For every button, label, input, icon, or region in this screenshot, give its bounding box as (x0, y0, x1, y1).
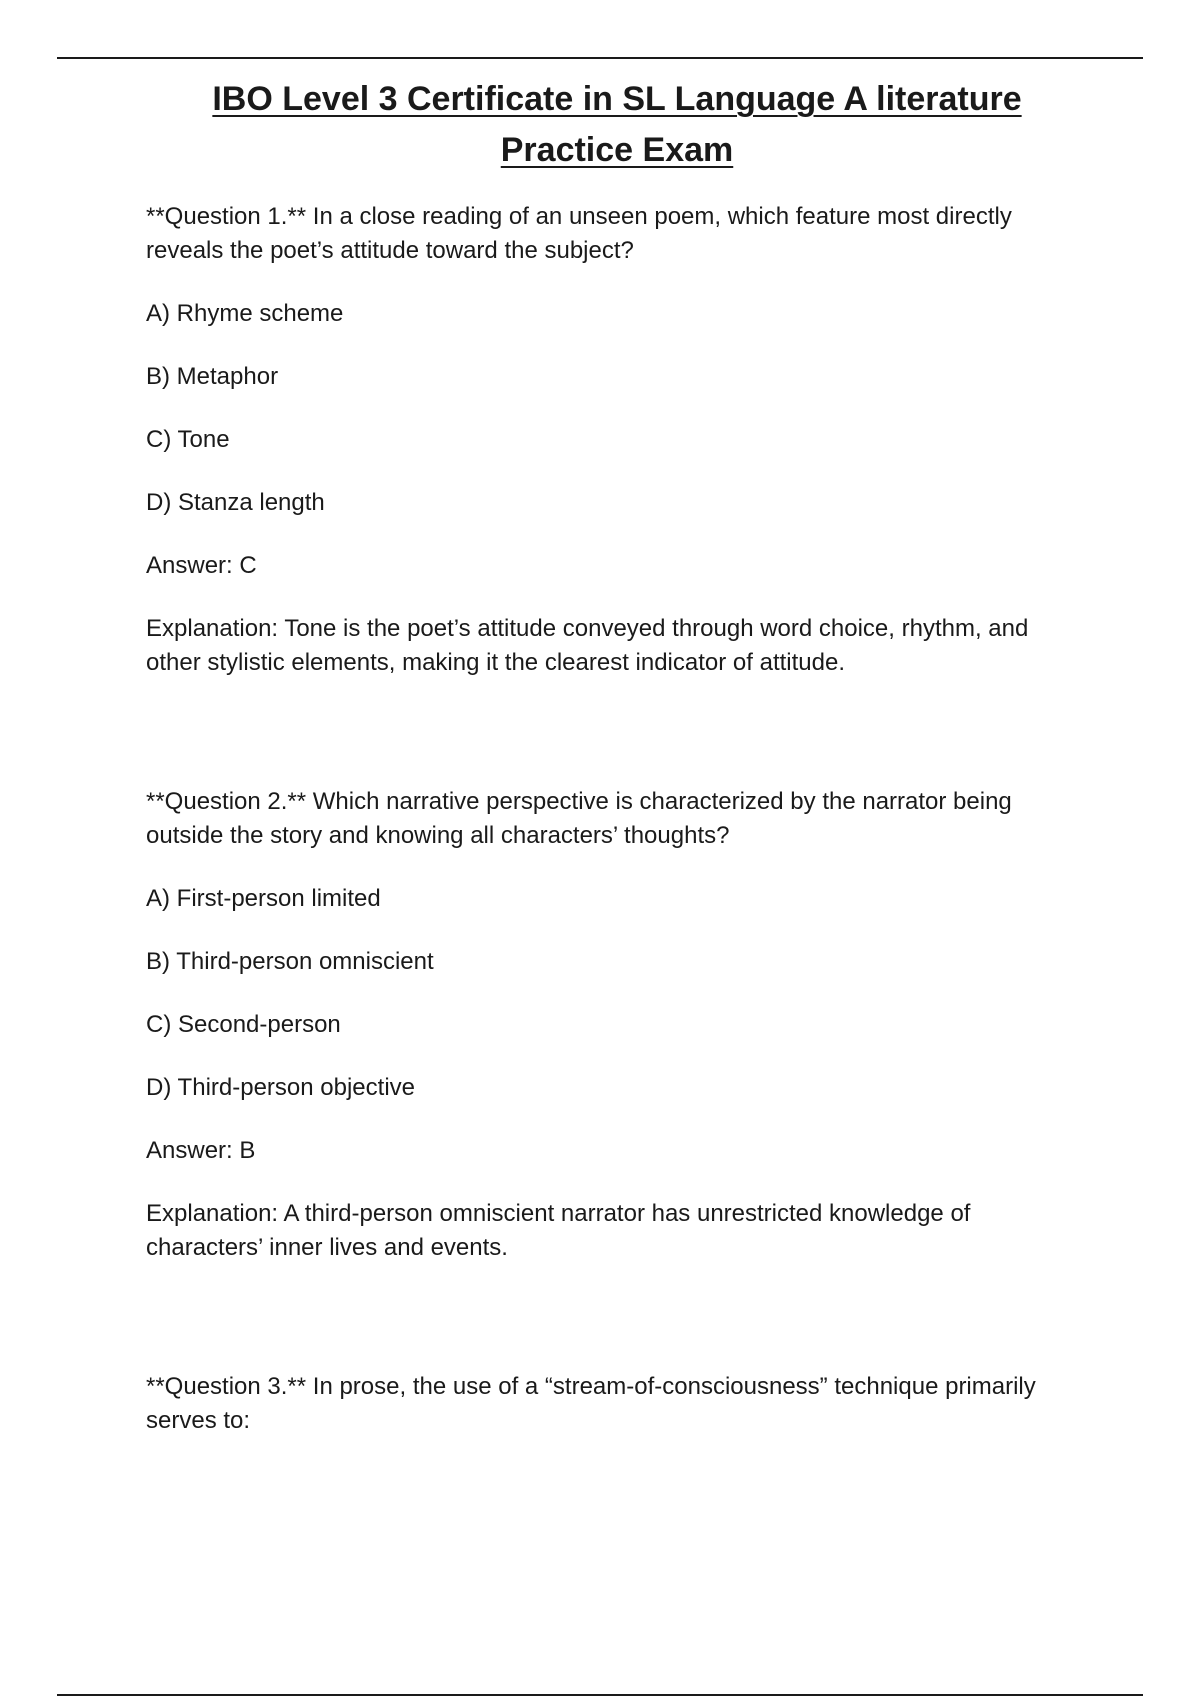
question-text: **Question 2.** Which narrative perspective is characterized by the narrator being outside the story and knowing all characters’ thoughts? (146, 788, 1012, 849)
top-rule (57, 57, 1143, 59)
question-text: **Question 1.** In a close reading of an unseen poem, which feature most directly reveals the poet’s attitude toward the subject? (146, 203, 1012, 264)
option-b: B) Third-person omniscient (146, 948, 434, 975)
option-c: C) Second-person (146, 1011, 341, 1038)
answer: Answer: C (146, 552, 257, 579)
answer: Answer: B (146, 1137, 256, 1164)
option-c: C) Tone (146, 426, 230, 453)
question-2 (146, 785, 1086, 1265)
question-1 (146, 200, 1086, 680)
title-line-1: IBO Level 3 Certificate in SL Language A literature (212, 80, 1022, 118)
option-d: D) Third-person objective (146, 1074, 416, 1101)
question-list (146, 200, 1086, 1477)
option-b: B) Metaphor (146, 363, 279, 390)
question-3 (146, 1370, 1086, 1438)
option-a: A) First-person limited (146, 885, 381, 912)
question-text: **Question 3.** In prose, the use of a “stream-of-consciousness” technique primarily serves to: (146, 1373, 1036, 1434)
option-a: A) Rhyme scheme (146, 300, 344, 327)
page-title (120, 74, 1114, 176)
bottom-rule (57, 1694, 1143, 1696)
title-line-2: Practice Exam (500, 131, 734, 169)
option-d: D) Stanza length (146, 489, 325, 516)
explanation: Explanation: A third-person omniscient narrator has unrestricted knowledge of characters’ inner lives and events. (146, 1200, 971, 1261)
explanation: Explanation: Tone is the poet’s attitude conveyed through word choice, rhythm, and other stylistic elements, making it the clearest indicator of attitude. (146, 615, 1029, 676)
